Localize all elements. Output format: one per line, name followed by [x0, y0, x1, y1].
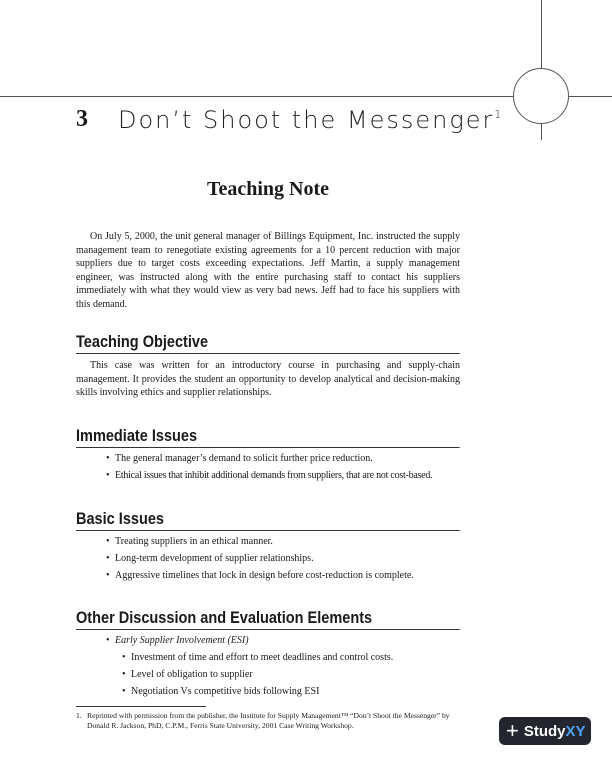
footnote — [76, 711, 466, 731]
teaching-objective-heading: Teaching Objective — [76, 333, 460, 354]
teaching-objective-paragraph: This case was written for an introductory course in purchasing and supply-chain management. It provides the student an opportunity to develop analytical and decision-making skills involving ethics and supplier relationships. — [76, 360, 460, 398]
plus-icon: + — [506, 718, 519, 743]
teaching-note-title: Teaching Note — [206, 178, 330, 200]
chapter-footnote-ref: 1 — [494, 108, 502, 121]
footnote-rule — [76, 706, 206, 707]
list-item: • Treating suppliers in an ethical manner. — [106, 533, 466, 550]
badge-name-study: Study — [523, 722, 566, 740]
esi-label: Early Supplier Involvement (ESI) — [115, 635, 249, 646]
chapter-number: 3 — [76, 106, 88, 132]
list-item: • Level of obligation to supplier — [122, 666, 462, 683]
esi-sublist — [122, 649, 462, 700]
intro-paragraph: On July 5, 2000, the unit general manager of Billings Equipment, Inc. instructed the supply management team to renegotiate existing agreements for a 10 percent reduction with major suppliers due to target costs exceeding expectations. Jeff Martin, a supply management engineer, was instructed along with the entire purchasing staff to contact his suppliers immediately with what they would view as very bad news. Jeff had to face his suppliers with this demand. — [76, 231, 460, 310]
list-item-esi — [106, 632, 466, 649]
registration-mark-circle — [513, 68, 569, 124]
other-elements-heading: Other Discussion and Evaluation Elements — [76, 609, 460, 630]
studyxy-badge[interactable] — [499, 717, 591, 745]
list-item: • Aggressive timelines that lock in design before cost-reduction is complete. — [106, 567, 466, 584]
other-elements-list — [106, 632, 466, 649]
badge-name-xy: XY — [565, 722, 586, 740]
list-item: • Investment of time and effort to meet deadlines and control costs. — [122, 649, 462, 666]
list-item: • Long-term development of supplier relationships. — [106, 550, 466, 567]
chapter-title — [118, 106, 501, 134]
immediate-issues-heading: Immediate Issues — [76, 427, 460, 448]
footnote-number: 1. — [76, 711, 82, 720]
chapter-title-text: Don’t Shoot the Messenger — [118, 106, 495, 134]
list-item: • Negotiation Vs competitive bids following ESI — [122, 683, 462, 700]
basic-issues-list — [106, 533, 466, 584]
list-item: • The general manager’s demand to solicit further price reduction. — [106, 450, 466, 467]
immediate-issues-list — [106, 450, 466, 484]
list-item: • Ethical issues that inhibit additional demands from suppliers, that are not cost-based. — [106, 467, 466, 484]
footnote-text: Reprinted with permission from the publisher, the Institute for Supply Management™ “Don’t Shoot the Messenger” by Donald R. Jackson, PhD, C.P.M., Ferris State University, 2001 Case Writing Workshop. — [87, 711, 450, 730]
basic-issues-heading: Basic Issues — [76, 510, 460, 531]
